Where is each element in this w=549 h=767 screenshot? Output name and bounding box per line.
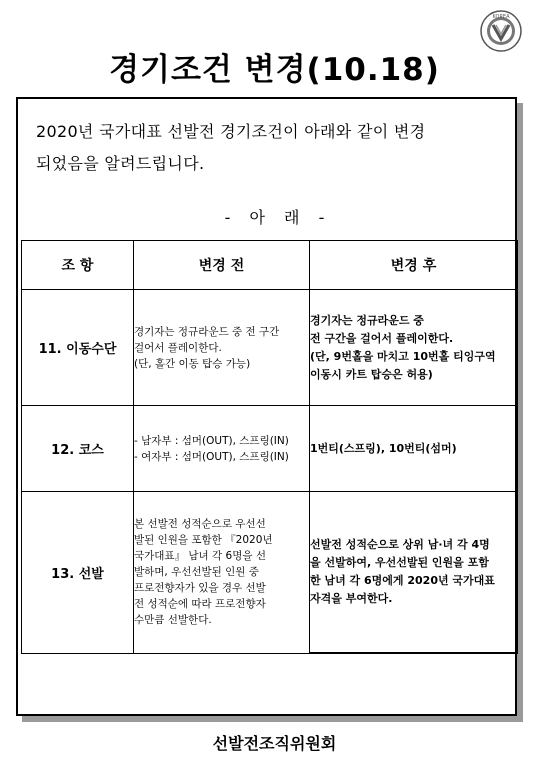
intro-line-1: 2020년 국가대표 선발전 경기조건이 아래와 같이 변경 <box>36 122 426 141</box>
after-line: (단, 9번홀을 마치고 10번홀 티잉구역 <box>310 349 496 363</box>
after-line: 경기자는 정규라운드 중 <box>310 313 424 327</box>
after-line: 을 선발하여, 우선선발된 인원을 포함 <box>310 556 489 569</box>
row-item: 13. 선발 <box>22 492 134 654</box>
row-before <box>134 290 310 406</box>
header-after: 변경 후 <box>310 241 518 290</box>
before-line: - 여자부 : 섬머(OUT), 스프링(IN) <box>134 450 289 463</box>
row-after <box>310 492 518 654</box>
header-before: 변경 전 <box>134 241 310 290</box>
row-after <box>310 406 518 492</box>
before-line: 경기자는 정규라운드 중 전 구간 <box>134 325 280 338</box>
before-line: - 남자부 : 섬머(OUT), 스프링(IN) <box>134 434 289 447</box>
organizer-name: 선발전조직위원회 <box>212 734 337 753</box>
table-row <box>22 406 518 492</box>
after-line: 선발전 성적순으로 상위 남·녀 각 4명 <box>310 538 490 551</box>
intro-line-2: 되었음을 알려드립니다. <box>36 154 205 173</box>
logo-text: KOREA <box>492 14 510 20</box>
row-item: 12. 코스 <box>22 406 134 492</box>
before-line: 프로전향자가 있을 경우 선발 <box>134 582 266 595</box>
before-line: 발된 인원을 포함한 『2020년 <box>134 534 273 547</box>
section-label: - 아 래 - <box>224 208 325 227</box>
table-row <box>22 492 518 654</box>
after-line: 자격을 부여한다. <box>310 592 393 605</box>
after-line: 전 구간을 걸어서 플레이한다. <box>310 331 454 345</box>
before-line: 본 선발전 성적순으로 우선선 <box>134 518 266 531</box>
before-line: 국가대표』 남녀 각 6명을 선 <box>134 550 266 563</box>
after-line: 이동시 카트 탑승은 허용) <box>310 367 433 381</box>
row-before <box>134 406 310 492</box>
before-line: 걸어서 플레이한다. <box>134 341 222 354</box>
before-line: (단, 홀간 이동 탑승 가능) <box>134 357 251 370</box>
table-header-row <box>22 241 518 290</box>
header-item: 조 항 <box>22 241 134 290</box>
intro-text <box>36 116 506 180</box>
before-line: 전 성적순에 따라 프로전향자 <box>134 598 266 611</box>
change-table <box>21 240 518 654</box>
before-line: 발하며, 우선선발된 인원 중 <box>134 566 259 579</box>
after-line: 한 남녀 각 6명에게 2020년 국가대표 <box>310 574 495 587</box>
page-title: 경기조건 변경(10.18) <box>109 52 440 88</box>
before-line: 수만큼 선발한다. <box>134 614 212 627</box>
row-item: 11. 이동수단 <box>22 290 134 406</box>
after-line: 1번티(스프링), 10번티(섬머) <box>310 441 457 455</box>
row-before <box>134 492 310 654</box>
table-row <box>22 290 518 406</box>
row-after <box>310 290 518 406</box>
